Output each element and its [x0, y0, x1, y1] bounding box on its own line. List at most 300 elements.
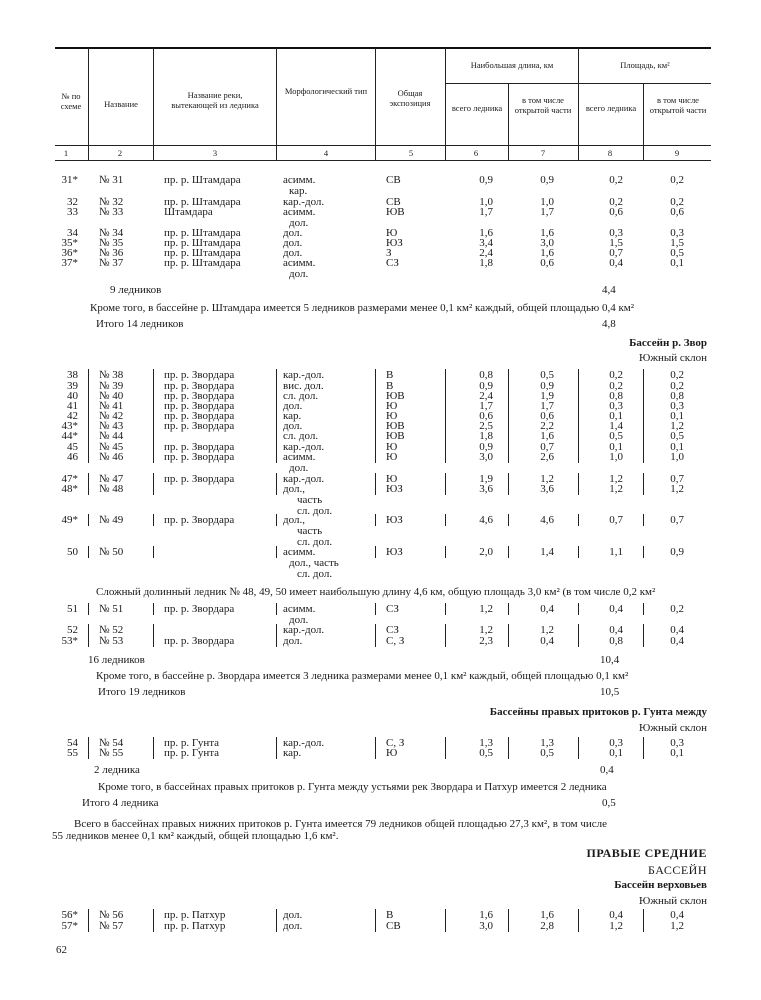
- cell-l: 0,8: [479, 369, 493, 381]
- column-rule: [276, 483, 277, 495]
- cell-a: 0,6: [609, 206, 623, 218]
- cell-name: № 47: [99, 473, 124, 485]
- cell-type: дол.: [283, 909, 303, 921]
- column-rule: [375, 451, 376, 463]
- cell-ao: 1,0: [670, 451, 684, 463]
- column-rule: [578, 483, 579, 495]
- cell-l: 2,5: [479, 420, 493, 432]
- header-length-group: Наибольшая длина, км: [470, 60, 554, 70]
- column-rule: [508, 747, 509, 759]
- column-rule: [445, 514, 446, 526]
- column-rule: [445, 483, 446, 495]
- column-rule: [88, 920, 89, 932]
- cell-name: № 42: [99, 410, 124, 422]
- cell-ao: 0,1: [670, 410, 684, 422]
- total-label: Итого 14 ледников: [96, 318, 184, 330]
- cell-ao: 0,9: [670, 546, 684, 558]
- cell-ao: 0,4: [670, 624, 684, 636]
- column-rule: [508, 451, 509, 463]
- cell-a: 0,4: [609, 257, 623, 269]
- cell-type3: сл. дол.: [297, 536, 333, 548]
- table-row: [0, 514, 761, 548]
- table-row: [0, 206, 761, 229]
- cell-type: вис. дол.: [283, 380, 324, 392]
- cell-river: пр. р. Штамдара: [164, 174, 241, 186]
- column-rule: [276, 546, 277, 558]
- column-rule: [276, 635, 277, 647]
- cell-name: № 35: [99, 237, 124, 249]
- cell-lo: 3,0: [540, 237, 554, 249]
- cell-ao: 0,4: [670, 635, 684, 647]
- cell-river: пр. р. Штамдара: [164, 257, 241, 269]
- column-rule: [643, 747, 644, 759]
- column-rule: [88, 546, 89, 558]
- cell-type: дол.: [283, 920, 303, 932]
- cell-l: 0,9: [479, 174, 493, 186]
- cell-a: 0,4: [609, 603, 623, 615]
- cell-a: 1,5: [609, 237, 623, 249]
- cell-l: 1,6: [479, 909, 493, 921]
- cell-ao: 0,5: [670, 247, 684, 259]
- page-number: 62: [56, 944, 67, 956]
- section-subheading: БАССЕЙН: [648, 863, 707, 877]
- column-rule: [153, 546, 154, 558]
- cell-l: 1,8: [479, 430, 493, 442]
- cell-lo: 0,7: [540, 441, 554, 453]
- cell-exp: В: [386, 380, 394, 392]
- cell-exp: Ю: [386, 441, 398, 453]
- cell-n: 44*: [61, 430, 78, 442]
- cell-l: 3,6: [479, 483, 493, 495]
- cell-river: пр. р. Патхур: [164, 920, 226, 932]
- cell-lo: 0,4: [540, 635, 554, 647]
- note-text: Сложный долинный ледник № 48, 49, 50 имеет наибольшую длину 4,6 км, общую площадь 3,0 км² (в том числе 0,2 км²: [96, 586, 656, 598]
- column-rule: [375, 635, 376, 647]
- cell-n: 45: [67, 441, 78, 453]
- header-river: Название реки, вытекающей из ледника: [171, 90, 259, 110]
- cell-name: № 56: [99, 909, 124, 921]
- colnum: 7: [540, 148, 546, 158]
- cell-n: 41: [67, 400, 78, 412]
- cell-ao: 0,3: [670, 737, 684, 749]
- cell-a: 0,4: [609, 909, 623, 921]
- column-rule: [643, 920, 644, 932]
- cell-type2: дол.: [289, 614, 309, 626]
- cell-type3: сл. дол.: [297, 568, 333, 580]
- cell-n: 34: [67, 227, 78, 239]
- cell-n: 36*: [61, 247, 78, 259]
- cell-type2: часть: [297, 494, 323, 506]
- column-rule: [508, 546, 509, 558]
- cell-name: № 45: [99, 441, 124, 453]
- subtotal-value: 4,4: [602, 284, 616, 296]
- cell-river: пр. р. Звордара: [164, 420, 235, 432]
- total-value: 10,5: [600, 686, 620, 698]
- cell-name: № 51: [99, 603, 124, 615]
- cell-a: 0,7: [609, 514, 623, 526]
- cell-lo: 1,2: [540, 624, 554, 636]
- cell-ao: 0,1: [670, 747, 684, 759]
- cell-l: 1,0: [479, 196, 493, 208]
- cell-a: 0,7: [609, 247, 623, 259]
- column-rule: [578, 514, 579, 526]
- cell-lo: 1,6: [540, 247, 554, 259]
- cell-exp: В: [386, 369, 394, 381]
- cell-ao: 0,1: [670, 257, 684, 269]
- cell-type: асимм.: [283, 451, 316, 463]
- colnum: 5: [408, 148, 414, 158]
- cell-l: 1,8: [479, 257, 493, 269]
- cell-n: 54: [67, 737, 78, 749]
- column-rule: [508, 483, 509, 495]
- colnum: 8: [607, 148, 613, 158]
- cell-a: 0,3: [609, 400, 623, 412]
- cell-type: сл. дол.: [283, 430, 319, 442]
- cell-type3: сл. дол.: [297, 505, 333, 517]
- cell-type2: часть: [297, 525, 323, 537]
- column-rule: [643, 514, 644, 526]
- cell-type: кар.-дол.: [283, 737, 325, 749]
- cell-exp: ЮВ: [386, 430, 405, 442]
- cell-lo: 1,6: [540, 227, 554, 239]
- column-rule: [375, 603, 376, 615]
- cell-ao: 0,7: [670, 473, 684, 485]
- slope-heading: Южный склон: [638, 895, 707, 907]
- cell-a: 0,3: [609, 737, 623, 749]
- cell-ao: 0,2: [670, 380, 684, 392]
- cell-type: кар.-дол.: [283, 473, 325, 485]
- header-exposure: Общая экспозиция: [389, 88, 431, 108]
- column-rule: [276, 451, 277, 463]
- cell-type: асимм.: [283, 257, 316, 269]
- cell-l: 2,0: [479, 546, 493, 558]
- cell-ao: 0,3: [670, 227, 684, 239]
- column-rule: [445, 603, 446, 615]
- cell-n: 52: [67, 624, 78, 636]
- table-row: [0, 636, 761, 647]
- header-morph: Морфологический тип: [284, 86, 368, 96]
- cell-lo: 2,6: [540, 451, 554, 463]
- header-name: Название: [104, 99, 138, 109]
- column-rule: [578, 747, 579, 759]
- cell-name: № 50: [99, 546, 124, 558]
- cell-name: № 31: [99, 174, 124, 186]
- cell-ao: 0,2: [670, 196, 684, 208]
- cell-name: № 55: [99, 747, 124, 759]
- column-rule: [375, 546, 376, 558]
- note-text: Кроме того, в бассейне р. Штамдара имеется 5 ледников размерами менее 0,1 км² каждый, общей площадью 0,4 км²: [90, 302, 635, 314]
- cell-name: № 33: [99, 206, 124, 218]
- cell-exp: ЮВ: [386, 390, 405, 402]
- column-rule: [153, 603, 154, 615]
- column-rule: [445, 546, 446, 558]
- cell-lo: 0,5: [540, 747, 554, 759]
- cell-river: Штамдара: [164, 206, 213, 218]
- column-rule: [88, 635, 89, 647]
- cell-ao: 0,8: [670, 390, 684, 402]
- cell-river: пр. р. Штамдара: [164, 196, 241, 208]
- cell-n: 32: [67, 196, 78, 208]
- cell-a: 0,2: [609, 196, 623, 208]
- cell-n: 55: [67, 747, 78, 759]
- cell-a: 0,1: [609, 747, 623, 759]
- column-rule: [578, 603, 579, 615]
- cell-a: 1,1: [609, 546, 623, 558]
- cell-l: 3,4: [479, 237, 493, 249]
- cell-name: № 46: [99, 451, 124, 463]
- cell-type: дол.: [283, 420, 303, 432]
- note-text: Всего в бассейнах правых нижних притоков р. Гунта имеется 79 ледников общей площадью 27,3 км², в том числе: [74, 818, 608, 830]
- total-label: Итого 19 ледников: [98, 686, 186, 698]
- cell-l: 0,9: [479, 380, 493, 392]
- subtotal-value: 0,4: [600, 764, 614, 776]
- column-rule: [643, 635, 644, 647]
- cell-lo: 0,6: [540, 257, 554, 269]
- cell-n: 40: [67, 390, 78, 402]
- column-rule: [375, 747, 376, 759]
- cell-river: пр. р. Гунта: [164, 747, 220, 759]
- basin-heading: Бассейн р. Звор: [629, 337, 707, 349]
- cell-ao: 1,5: [670, 237, 684, 249]
- cell-a: 0,5: [609, 430, 623, 442]
- column-rule: [375, 920, 376, 932]
- cell-lo: 2,2: [540, 420, 554, 432]
- subtotal-label: 16 ледников: [88, 654, 145, 666]
- cell-river: пр. р. Звордара: [164, 473, 235, 485]
- column-rule: [643, 483, 644, 495]
- cell-n: 35*: [61, 237, 78, 249]
- cell-river: пр. р. Штамдара: [164, 227, 241, 239]
- cell-lo: 4,6: [540, 514, 554, 526]
- column-rule: [578, 451, 579, 463]
- cell-n: 51: [67, 603, 78, 615]
- cell-type: кар.-дол.: [283, 369, 325, 381]
- cell-l: 2,4: [479, 390, 493, 402]
- cell-river: пр. р. Звордара: [164, 603, 235, 615]
- cell-l: 1,2: [479, 624, 493, 636]
- header-length-total: всего ледника: [451, 103, 503, 113]
- cell-exp: З: [386, 247, 392, 259]
- column-rule: [88, 483, 89, 495]
- cell-lo: 1,7: [540, 400, 554, 412]
- cell-a: 0,2: [609, 369, 623, 381]
- cell-name: № 41: [99, 400, 124, 412]
- cell-ao: 0,2: [670, 369, 684, 381]
- cell-exp: ЮЗ: [386, 514, 403, 526]
- basin-heading: Бассейн верховьев: [614, 879, 707, 891]
- cell-river: пр. р. Гунта: [164, 737, 220, 749]
- cell-exp: ЮВ: [386, 206, 405, 218]
- table-row: [0, 603, 761, 626]
- cell-name: № 44: [99, 430, 124, 442]
- header-area-total: всего ледника: [585, 103, 637, 113]
- total-label: Итого 4 ледника: [82, 797, 159, 809]
- cell-l: 1,7: [479, 400, 493, 412]
- column-rule: [153, 514, 154, 526]
- cell-exp: Ю: [386, 400, 398, 412]
- cell-type: сл. дол.: [283, 390, 319, 402]
- column-rule: [375, 483, 376, 495]
- colnum: 1: [63, 148, 69, 158]
- cell-type: дол.: [283, 247, 303, 259]
- cell-lo: 1,3: [540, 737, 554, 749]
- cell-exp: В: [386, 909, 394, 921]
- cell-name: № 34: [99, 227, 124, 239]
- cell-type: дол.,: [283, 483, 305, 495]
- column-rule: [643, 546, 644, 558]
- cell-n: 31*: [61, 174, 78, 186]
- cell-lo: 0,9: [540, 380, 554, 392]
- cell-a: 0,3: [609, 227, 623, 239]
- column-rule: [88, 451, 89, 463]
- cell-lo: 1,9: [540, 390, 554, 402]
- cell-name: № 48: [99, 483, 124, 495]
- column-rule: [508, 635, 509, 647]
- cell-type: асимм.: [283, 174, 316, 186]
- column-rule: [276, 514, 277, 526]
- cell-l: 3,0: [479, 451, 493, 463]
- cell-lo: 1,7: [540, 206, 554, 218]
- colnum: 9: [674, 148, 680, 158]
- header-length-open: в том числе открытой части: [514, 95, 572, 115]
- cell-river: пр. р. Звордара: [164, 514, 235, 526]
- cell-n: 57*: [61, 920, 78, 932]
- cell-exp: СВ: [386, 196, 401, 208]
- column-rule: [88, 514, 89, 526]
- cell-lo: 1,2: [540, 473, 554, 485]
- cell-exp: ЮВ: [386, 420, 405, 432]
- cell-name: № 38: [99, 369, 124, 381]
- cell-a: 0,4: [609, 624, 623, 636]
- cell-a: 1,2: [609, 920, 623, 932]
- cell-lo: 1,6: [540, 430, 554, 442]
- table-row: [0, 546, 761, 580]
- cell-ao: 1,2: [670, 420, 684, 432]
- cell-exp: СВ: [386, 920, 401, 932]
- cell-river: пр. р. Штамдара: [164, 237, 241, 249]
- column-rule: [445, 920, 446, 932]
- slope-heading: Южный склон: [638, 722, 707, 734]
- column-rule: [276, 920, 277, 932]
- column-rule: [88, 603, 89, 615]
- colnum: 4: [323, 148, 329, 158]
- cell-l: 2,3: [479, 635, 493, 647]
- cell-ao: 0,4: [670, 909, 684, 921]
- cell-type: кар.: [283, 747, 302, 759]
- cell-l: 2,4: [479, 247, 493, 259]
- column-rule: [153, 920, 154, 932]
- cell-exp: ЮЗ: [386, 546, 403, 558]
- cell-l: 1,2: [479, 603, 493, 615]
- cell-type: дол.: [283, 237, 303, 249]
- cell-l: 1,3: [479, 737, 493, 749]
- cell-type: асимм.: [283, 546, 316, 558]
- cell-l: 1,9: [479, 473, 493, 485]
- cell-n: 56*: [61, 909, 78, 921]
- cell-lo: 3,6: [540, 483, 554, 495]
- cell-lo: 1,6: [540, 909, 554, 921]
- cell-type: дол.: [283, 227, 303, 239]
- cell-exp: Ю: [386, 410, 398, 422]
- cell-name: № 40: [99, 390, 124, 402]
- cell-a: 0,1: [609, 410, 623, 422]
- cell-ao: 0,2: [670, 603, 684, 615]
- column-rule: [643, 451, 644, 463]
- cell-lo: 0,9: [540, 174, 554, 186]
- cell-n: 47*: [61, 473, 78, 485]
- cell-n: 53*: [61, 635, 78, 647]
- header-area-group: Площадь, км²: [620, 60, 670, 70]
- column-rule: [508, 920, 509, 932]
- subtotal-label: 9 ледников: [110, 284, 162, 296]
- cell-name: № 37: [99, 257, 124, 269]
- cell-type2: дол.: [289, 462, 309, 474]
- cell-exp: СЗ: [386, 257, 399, 269]
- column-rule: [578, 920, 579, 932]
- cell-type: асимм.: [283, 206, 316, 218]
- column-rule: [508, 514, 509, 526]
- cell-name: № 39: [99, 380, 124, 392]
- cell-type2: дол., часть: [289, 557, 339, 569]
- cell-name: № 49: [99, 514, 124, 526]
- column-rule: [445, 635, 446, 647]
- cell-name: № 36: [99, 247, 124, 259]
- cell-l: 0,5: [479, 747, 493, 759]
- cell-n: 43*: [61, 420, 78, 432]
- cell-river: пр. р. Звордара: [164, 369, 235, 381]
- cell-exp: ЮЗ: [386, 483, 403, 495]
- cell-name: № 57: [99, 920, 124, 932]
- cell-ao: 0,5: [670, 430, 684, 442]
- cell-river: пр. р. Звордара: [164, 410, 235, 422]
- cell-type2: дол.: [289, 268, 309, 280]
- cell-river: пр. р. Штамдара: [164, 247, 241, 259]
- cell-type2: дол.: [289, 217, 309, 229]
- cell-ao: 0,2: [670, 174, 684, 186]
- cell-type2: кар.: [289, 185, 308, 197]
- cell-river: пр. р. Звордара: [164, 400, 235, 412]
- column-rule: [153, 451, 154, 463]
- table-row: [0, 483, 761, 517]
- cell-ao: 0,6: [670, 206, 684, 218]
- column-rule: [578, 635, 579, 647]
- cell-ao: 1,2: [670, 483, 684, 495]
- cell-ao: 0,1: [670, 441, 684, 453]
- table-row: [0, 174, 761, 197]
- colnum: 2: [117, 148, 123, 158]
- basin-heading: Бассейны правых притоков р. Гунта между: [489, 706, 707, 718]
- cell-exp: СВ: [386, 174, 401, 186]
- note-text: 55 ледников менее 0,1 км² каждый, общей площадью 1,6 км².: [52, 830, 339, 842]
- cell-type: асимм.: [283, 603, 316, 615]
- subtotal-value: 10,4: [600, 654, 620, 666]
- cell-exp: СЗ: [386, 603, 399, 615]
- cell-l: 1,7: [479, 206, 493, 218]
- cell-type: дол.: [283, 400, 303, 412]
- table-row: [0, 451, 761, 474]
- cell-exp: ЮЗ: [386, 237, 403, 249]
- cell-type: кар.-дол.: [283, 441, 325, 453]
- column-rule: [153, 747, 154, 759]
- column-rule: [88, 747, 89, 759]
- column-rule: [153, 483, 154, 495]
- cell-name: № 53: [99, 635, 124, 647]
- cell-l: 0,9: [479, 441, 493, 453]
- cell-ao: 0,7: [670, 514, 684, 526]
- subtotal-label: 2 ледника: [94, 764, 140, 776]
- cell-a: 0,8: [609, 635, 623, 647]
- total-value: 4,8: [602, 318, 616, 330]
